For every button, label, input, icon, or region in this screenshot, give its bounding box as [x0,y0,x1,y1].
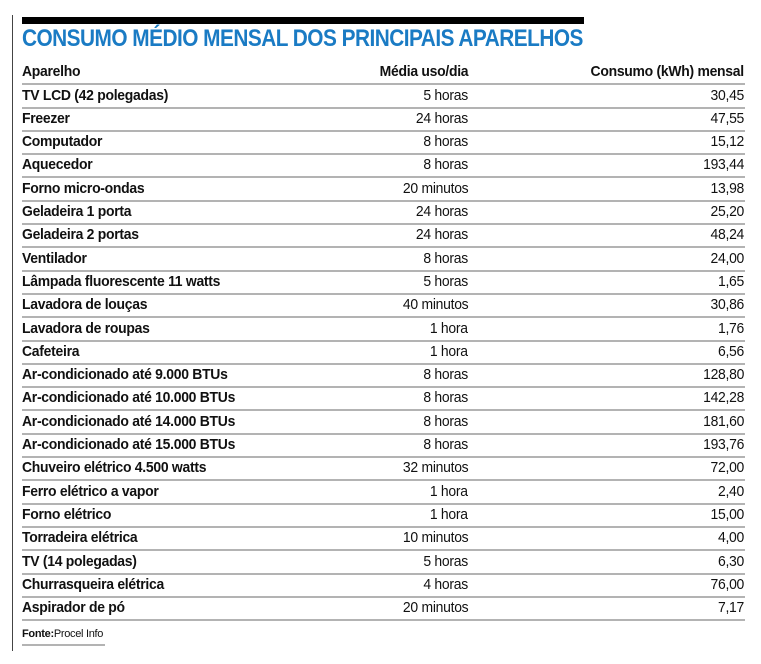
cell-aparelho: Ar-condicionado até 10.000 BTUs [22,389,236,407]
cell-media-uso: 1 hora [430,505,468,523]
cell-consumo: 4,00 [717,529,744,547]
cell-consumo: 25,20 [710,203,744,221]
cell-consumo: 15,00 [710,505,744,523]
cell-media-uso: 32 minutos [402,459,468,477]
cell-media-uso: 8 horas [423,412,468,430]
table-body [22,85,745,621]
table-title: CONSUMO MÉDIO MENSAL DOS PRINCIPAIS APARELHOS [22,25,583,52]
table-row [22,575,745,598]
cell-aparelho: Lavadora de louças [22,296,148,314]
cell-consumo: 48,24 [710,226,744,244]
cell-consumo: 193,44 [702,156,744,174]
table-row [22,318,745,341]
cell-media-uso: 8 horas [423,156,468,174]
cell-consumo: 1,65 [717,272,744,290]
cell-aparelho: Forno elétrico [22,505,112,523]
table-row [22,272,745,295]
cell-media-uso: 1 hora [430,342,468,360]
cell-aparelho: Computador [22,133,103,151]
table-row [22,481,745,504]
table-row [22,109,745,132]
cell-media-uso: 8 horas [423,133,468,151]
cell-aparelho: Aquecedor [22,156,93,174]
cell-aparelho: TV (14 polegadas) [22,552,137,570]
cell-media-uso: 5 horas [423,86,468,104]
source-note [22,625,105,646]
table-row [22,178,745,201]
cell-aparelho: Ferro elétrico a vapor [22,482,159,500]
header-media-uso: Média uso/dia [379,63,468,81]
table-row [22,551,745,574]
cell-media-uso: 8 horas [423,366,468,384]
cell-consumo: 1,76 [717,319,744,337]
cell-consumo: 30,86 [710,296,744,314]
cell-aparelho: Forno micro-ondas [22,179,145,197]
table-row [22,458,745,481]
cell-consumo: 15,12 [710,133,744,151]
cell-media-uso: 40 minutos [402,296,468,314]
cell-aparelho: Ar-condicionado até 14.000 BTUs [22,412,236,430]
table-row [22,225,745,248]
cell-aparelho: Churrasqueira elétrica [22,575,164,593]
cell-media-uso: 8 horas [423,249,468,267]
table-row [22,248,745,271]
cell-aparelho: Ar-condicionado até 9.000 BTUs [22,366,228,384]
cell-consumo: 47,55 [710,109,744,127]
table-row [22,598,745,621]
table-row [22,202,745,225]
left-margin-rule [12,15,13,651]
cell-media-uso: 20 minutos [402,179,468,197]
cell-aparelho: Geladeira 1 porta [22,203,132,221]
cell-aparelho: Lavadora de roupas [22,319,150,337]
cell-media-uso: 10 minutos [402,529,468,547]
cell-aparelho: Freezer [22,109,70,127]
cell-media-uso: 4 horas [423,575,468,593]
table-row [22,411,745,434]
cell-aparelho: Chuveiro elétrico 4.500 watts [22,459,207,477]
cell-media-uso: 5 horas [423,272,468,290]
cell-aparelho: Torradeira elétrica [22,529,138,547]
cell-consumo: 2,40 [717,482,744,500]
table-row [22,132,745,155]
cell-consumo: 128,80 [702,366,744,384]
header-aparelho: Aparelho [22,63,81,81]
table-row [22,85,745,108]
cell-media-uso: 24 horas [415,109,468,127]
cell-consumo: 30,45 [710,86,744,104]
cell-media-uso: 24 horas [415,226,468,244]
cell-aparelho: Aspirador de pó [22,599,125,617]
table-row [22,295,745,318]
cell-aparelho: Ar-condicionado até 15.000 BTUs [22,436,236,454]
cell-media-uso: 8 horas [423,389,468,407]
cell-consumo: 6,30 [717,552,744,570]
cell-media-uso: 1 hora [430,319,468,337]
source-label: Fonte: [22,628,54,640]
cell-aparelho: Ventilador [22,249,87,267]
table-row [22,505,745,528]
cell-consumo: 181,60 [702,412,744,430]
table-row [22,365,745,388]
cell-consumo: 76,00 [710,575,744,593]
table-row [22,155,745,178]
cell-consumo: 7,17 [717,599,744,617]
header-consumo: Consumo (kWh) mensal [590,63,744,81]
consumption-table [22,62,745,621]
source-value: Procel Info [53,628,104,640]
cell-aparelho: TV LCD (42 polegadas) [22,86,169,104]
cell-media-uso: 20 minutos [402,599,468,617]
table-row [22,435,745,458]
cell-consumo: 6,56 [717,342,744,360]
cell-media-uso: 1 hora [430,482,468,500]
cell-aparelho: Lâmpada fluorescente 11 watts [22,272,221,290]
title-top-bar [22,17,584,24]
cell-consumo: 24,00 [710,249,744,267]
cell-aparelho: Cafeteira [22,342,80,360]
table-header-row [22,62,745,85]
table-row [22,528,745,551]
cell-consumo: 72,00 [710,459,744,477]
cell-consumo: 193,76 [702,436,744,454]
cell-media-uso: 5 horas [423,552,468,570]
cell-media-uso: 24 horas [415,203,468,221]
cell-consumo: 13,98 [710,179,744,197]
cell-aparelho: Geladeira 2 portas [22,226,139,244]
table-row [22,342,745,365]
cell-media-uso: 8 horas [423,436,468,454]
table-row [22,388,745,411]
cell-consumo: 142,28 [702,389,744,407]
